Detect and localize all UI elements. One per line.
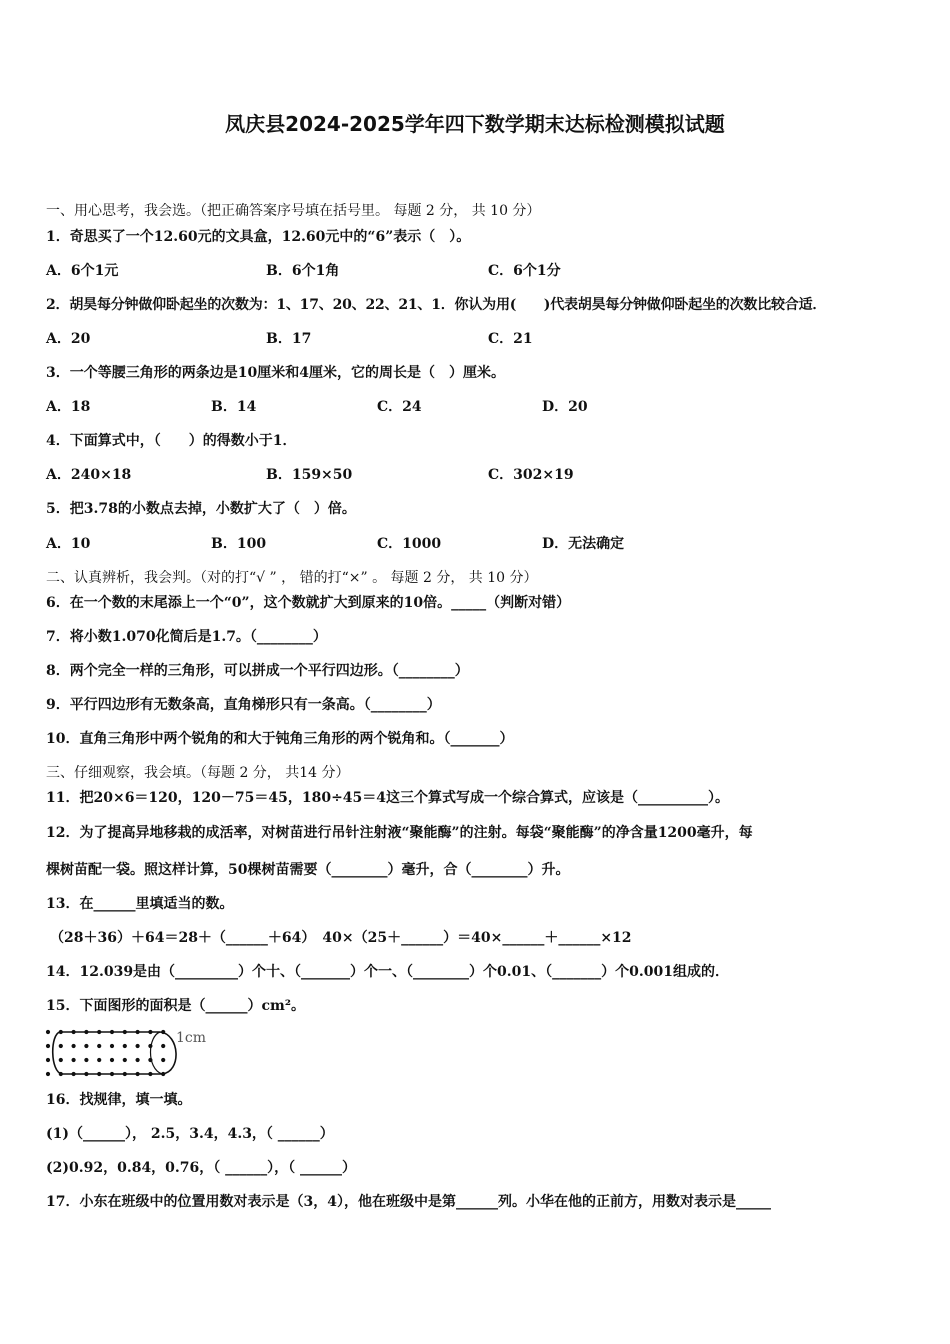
shape-outline: [53, 1032, 176, 1074]
question-4: 4．下面算式中，（ ）的得数小于1．: [46, 433, 297, 449]
question-17: 17．小东在班级中的位置用数对表示是（3，4），他在班级中是第______列。小华在他的正前方，用数对表示是_____: [46, 1194, 771, 1210]
grid-dot: [123, 1044, 127, 1048]
grid-dot: [136, 1044, 140, 1048]
grid-dot: [110, 1044, 114, 1048]
question-12-line-2: 棵树苗配一袋。照这样计算，50棵树苗需要（________）毫升，合（________）升。: [46, 862, 570, 878]
question-10: 10．直角三角形中两个锐角的和大于钝角三角形的两个锐角和。（_______）: [46, 731, 514, 747]
question-16-part-1: (1)（______）， 2.5，3.4，4.3，（ ______）: [46, 1126, 334, 1142]
question-16-part-2: (2)0.92，0.84，0.76，（ ______），（ ______）: [46, 1160, 357, 1176]
grid-dot: [110, 1058, 114, 1062]
q5-option-c: C．1000: [377, 536, 442, 552]
question-13-equations: （28＋36）＋64＝28＋（______＋64） 40×（25＋______）＝40×______＋______×12: [50, 930, 632, 946]
section-3-heading: 三、仔细观察，我会填。（每题 2 分， 共14 分）: [46, 765, 350, 781]
q3-option-d: D．20: [542, 399, 588, 415]
question-9: 9．平行四边形有无数条高，直角梯形只有一条高。（________）: [46, 697, 441, 713]
question-14: 14．12.039是由（_________）个十、（_______）个一、（________）个0.01、（_______）个0.001组成的．: [46, 964, 729, 980]
q5-option-a: A．10: [46, 536, 91, 552]
q3-option-a: A．18: [46, 399, 91, 415]
grid-dot: [123, 1058, 127, 1062]
question-1: 1．奇思买了一个12.60元的文具盒，12.60元中的“6”表示（ ）。: [46, 229, 471, 245]
q1-option-b: B．6个1角: [266, 263, 340, 279]
grid-dot: [161, 1058, 165, 1062]
grid-dot: [161, 1044, 165, 1048]
question-6: 6．在一个数的末尾添上一个“0”，这个数就扩大到原来的10倍。_____（判断对错）: [46, 595, 571, 611]
grid-dot: [46, 1030, 50, 1034]
q2-option-b: B．17: [266, 331, 312, 347]
grid-dot: [59, 1058, 63, 1062]
grid-dot: [97, 1058, 101, 1062]
question-2: 2．胡昊每分钟做仰卧起坐的次数为：1、17、20、22、21、1．你认为用( )代表胡昊每分钟做仰卧起坐的次数比较合适．: [46, 297, 827, 313]
q2-option-a: A．20: [46, 331, 91, 347]
section-1-heading: 一、用心思考，我会选。（把正确答案序号填在括号里。 每题 2 分， 共 10 分）: [46, 203, 541, 219]
grid-dot: [97, 1044, 101, 1048]
shape-inner-curve: [151, 1032, 163, 1074]
grid-dot: [59, 1044, 63, 1048]
q3-option-b: B．14: [211, 399, 257, 415]
grid-dot: [84, 1044, 88, 1048]
grid-dot: [46, 1058, 50, 1062]
q3-option-c: C．24: [377, 399, 422, 415]
grid-dot: [72, 1058, 76, 1062]
question-3: 3．一个等腰三角形的两条边是10厘米和4厘米，它的周长是（ ）厘米。: [46, 365, 505, 381]
q4-option-c: C．302×19: [488, 467, 574, 483]
q5-option-b: B．100: [211, 536, 267, 552]
q4-option-a: A．240×18: [46, 467, 132, 483]
grid-dot: [136, 1058, 140, 1062]
question-12-line-1: 12．为了提高异地移栽的成活率，对树苗进行吊针注射液“聚能酶”的注射。每袋“聚能酶”的净含量1200毫升，每: [46, 825, 753, 841]
q1-option-a: A．6个1元: [46, 263, 119, 279]
question-5: 5．把3.78的小数点去掉，小数扩大了（ ）倍。: [46, 501, 356, 517]
q1-option-c: C．6个1分: [488, 263, 561, 279]
grid-dot: [46, 1044, 50, 1048]
q5-option-d: D．无法确定: [542, 536, 625, 552]
unit-label: 1cm: [176, 1030, 207, 1046]
q4-option-b: B．159×50: [266, 467, 353, 483]
grid-dot: [72, 1044, 76, 1048]
question-16: 16．找规律，填一填。: [46, 1092, 192, 1108]
dot-grid-figure: [42, 1026, 222, 1078]
question-7: 7．将小数1.070化简后是1.7。（________）: [46, 629, 327, 645]
question-8: 8．两个完全一样的三角形，可以拼成一个平行四边形。（________）: [46, 663, 469, 679]
question-15: 15．下面图形的面积是（______）cm²。: [46, 998, 305, 1014]
question-11: 11．把20×6＝120，120－75＝45，180÷45＝4这三个算式写成一个综合算式，应该是（__________）。: [46, 790, 730, 806]
grid-dot: [84, 1058, 88, 1062]
page-title: 凤庆县2024-2025学年四下数学期末达标检测模拟试题: [225, 112, 725, 136]
q2-option-c: C．21: [488, 331, 533, 347]
grid-dot: [46, 1072, 50, 1076]
question-13: 13．在______里填适当的数。: [46, 896, 234, 912]
section-2-heading: 二、认真辨析，我会判。（对的打“√ ” ， 错的打“×” 。 每题 2 分， 共 10 分）: [46, 570, 538, 586]
